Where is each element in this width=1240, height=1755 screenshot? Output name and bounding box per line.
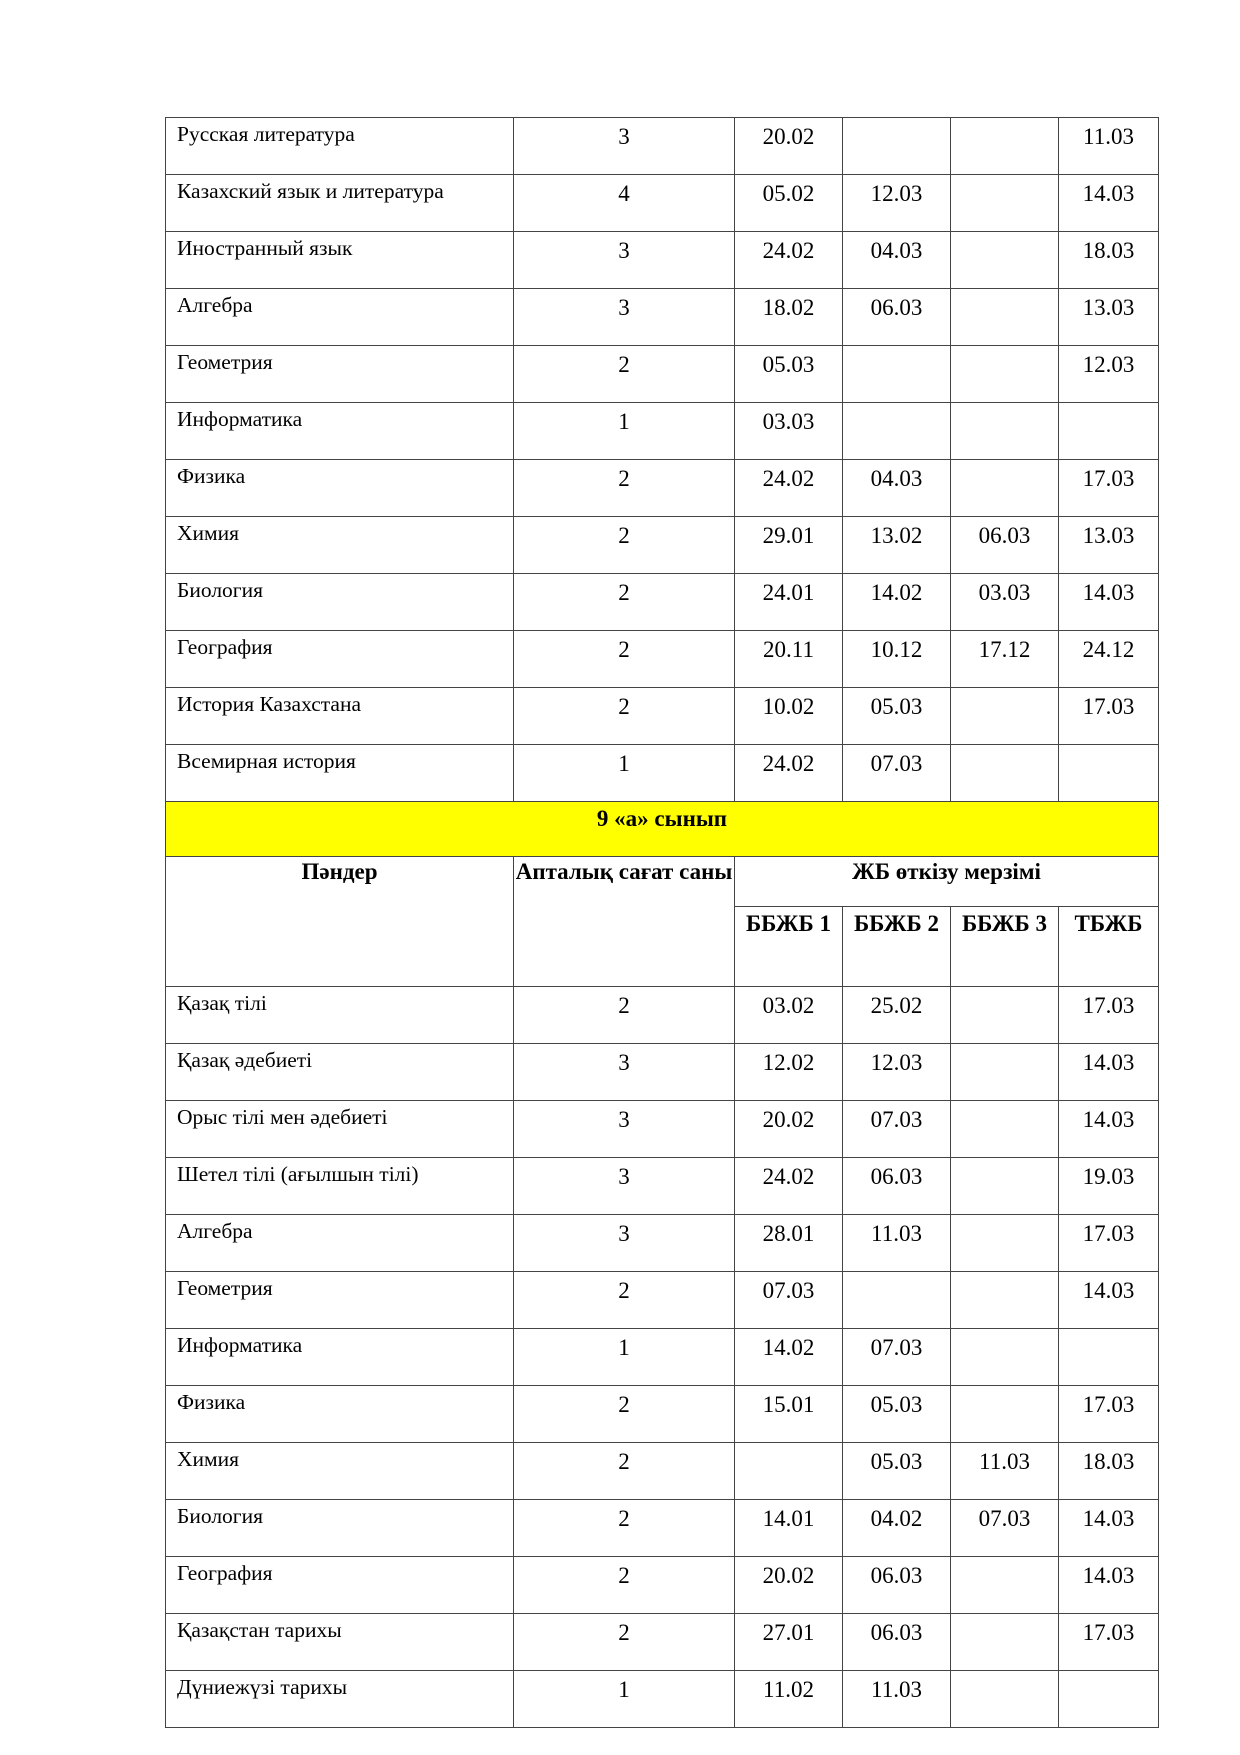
date-bbzhb3-cell: 06.03 — [951, 517, 1059, 574]
hours-cell: 2 — [514, 1557, 735, 1614]
date-bbzhb1-cell: 24.02 — [735, 745, 843, 802]
schedule-table — [165, 117, 1159, 1728]
date-tbzhb-cell: 14.03 — [1059, 1272, 1159, 1329]
date-bbzhb3-cell: 03.03 — [951, 574, 1059, 631]
class-title: 9 «а» сынып — [166, 802, 1159, 857]
date-bbzhb3-cell — [951, 460, 1059, 517]
table-row — [166, 1101, 1159, 1158]
table-row — [166, 1500, 1159, 1557]
hours-cell: 3 — [514, 1101, 735, 1158]
date-bbzhb3-cell: 07.03 — [951, 1500, 1059, 1557]
date-tbzhb-cell: 12.03 — [1059, 346, 1159, 403]
date-tbzhb-cell: 17.03 — [1059, 1215, 1159, 1272]
date-bbzhb1-cell: 27.01 — [735, 1614, 843, 1671]
date-bbzhb1-cell: 20.02 — [735, 118, 843, 175]
hours-cell: 1 — [514, 403, 735, 460]
date-bbzhb2-cell: 11.03 — [843, 1215, 951, 1272]
date-bbzhb1-cell: 20.02 — [735, 1557, 843, 1614]
date-bbzhb2-cell — [843, 1272, 951, 1329]
hours-cell: 4 — [514, 175, 735, 232]
date-tbzhb-cell: 13.03 — [1059, 289, 1159, 346]
date-tbzhb-cell: 14.03 — [1059, 1101, 1159, 1158]
date-bbzhb2-cell: 11.03 — [843, 1671, 951, 1728]
hours-cell: 3 — [514, 118, 735, 175]
date-bbzhb2-cell: 10.12 — [843, 631, 951, 688]
date-bbzhb3-cell — [951, 232, 1059, 289]
subject-cell: Алгебра — [166, 289, 514, 346]
subject-cell: География — [166, 1557, 514, 1614]
hours-cell: 2 — [514, 460, 735, 517]
hours-cell: 2 — [514, 631, 735, 688]
date-bbzhb3-cell: 17.12 — [951, 631, 1059, 688]
date-bbzhb1-cell: 07.03 — [735, 1272, 843, 1329]
subject-cell: Информатика — [166, 1329, 514, 1386]
table-row — [166, 346, 1159, 403]
date-bbzhb2-cell — [843, 403, 951, 460]
hours-cell: 1 — [514, 1671, 735, 1728]
date-bbzhb3-cell — [951, 1101, 1059, 1158]
date-bbzhb2-cell: 04.03 — [843, 460, 951, 517]
date-bbzhb3-cell — [951, 1044, 1059, 1101]
date-bbzhb2-cell: 06.03 — [843, 1158, 951, 1215]
table-row — [166, 517, 1159, 574]
hours-cell: 2 — [514, 1614, 735, 1671]
date-bbzhb2-cell: 12.03 — [843, 175, 951, 232]
hours-cell: 2 — [514, 1500, 735, 1557]
date-bbzhb3-cell — [951, 1215, 1059, 1272]
subject-cell: Қазақ әдебиеті — [166, 1044, 514, 1101]
subject-cell: Иностранный язык — [166, 232, 514, 289]
class-9a-body — [166, 987, 1159, 1728]
hours-cell: 2 — [514, 574, 735, 631]
date-bbzhb2-cell: 05.03 — [843, 1443, 951, 1500]
header-hours: Апталық сағат саны — [514, 857, 735, 987]
hours-cell: 2 — [514, 1272, 735, 1329]
hours-cell: 1 — [514, 745, 735, 802]
header-bbzhb3: ББЖБ 3 — [951, 907, 1059, 987]
hours-cell: 3 — [514, 232, 735, 289]
date-tbzhb-cell: 17.03 — [1059, 1386, 1159, 1443]
table-row — [166, 1386, 1159, 1443]
table-row — [166, 403, 1159, 460]
subject-cell: Физика — [166, 1386, 514, 1443]
date-tbzhb-cell — [1059, 745, 1159, 802]
table-row — [166, 1215, 1159, 1272]
date-bbzhb3-cell — [951, 289, 1059, 346]
date-bbzhb1-cell: 29.01 — [735, 517, 843, 574]
hours-cell: 2 — [514, 1386, 735, 1443]
table-row — [166, 1272, 1159, 1329]
header-tbzhb: ТБЖБ — [1059, 907, 1159, 987]
hours-cell: 3 — [514, 1044, 735, 1101]
hours-cell: 3 — [514, 289, 735, 346]
date-bbzhb3-cell — [951, 1329, 1059, 1386]
date-tbzhb-cell: 17.03 — [1059, 460, 1159, 517]
date-bbzhb2-cell: 25.02 — [843, 987, 951, 1044]
date-bbzhb1-cell: 24.01 — [735, 574, 843, 631]
table-row — [166, 232, 1159, 289]
hours-cell: 2 — [514, 688, 735, 745]
date-tbzhb-cell — [1059, 1329, 1159, 1386]
table-row — [166, 688, 1159, 745]
subject-cell: Информатика — [166, 403, 514, 460]
date-bbzhb2-cell: 07.03 — [843, 1101, 951, 1158]
table-row — [166, 118, 1159, 175]
date-bbzhb1-cell: 18.02 — [735, 289, 843, 346]
hours-cell: 2 — [514, 346, 735, 403]
date-bbzhb2-cell — [843, 346, 951, 403]
date-bbzhb3-cell — [951, 745, 1059, 802]
date-bbzhb1-cell: 05.02 — [735, 175, 843, 232]
subject-cell: Физика — [166, 460, 514, 517]
hours-cell: 2 — [514, 987, 735, 1044]
table-row — [166, 289, 1159, 346]
header-bbzhb1: ББЖБ 1 — [735, 907, 843, 987]
date-tbzhb-cell — [1059, 403, 1159, 460]
date-tbzhb-cell: 24.12 — [1059, 631, 1159, 688]
date-bbzhb3-cell — [951, 1614, 1059, 1671]
date-bbzhb1-cell: 20.11 — [735, 631, 843, 688]
subject-cell: Биология — [166, 1500, 514, 1557]
date-bbzhb2-cell: 05.03 — [843, 1386, 951, 1443]
date-tbzhb-cell: 14.03 — [1059, 1500, 1159, 1557]
date-bbzhb3-cell — [951, 346, 1059, 403]
table-row — [166, 574, 1159, 631]
date-bbzhb2-cell — [843, 118, 951, 175]
date-bbzhb2-cell: 06.03 — [843, 1557, 951, 1614]
date-bbzhb1-cell: 24.02 — [735, 232, 843, 289]
subject-cell: Геометрия — [166, 1272, 514, 1329]
date-tbzhb-cell: 13.03 — [1059, 517, 1159, 574]
table-row — [166, 1614, 1159, 1671]
subject-cell: Всемирная история — [166, 745, 514, 802]
hours-cell: 1 — [514, 1329, 735, 1386]
subject-cell: Биология — [166, 574, 514, 631]
date-tbzhb-cell: 14.03 — [1059, 1044, 1159, 1101]
date-bbzhb3-cell — [951, 1272, 1059, 1329]
date-bbzhb3-cell — [951, 403, 1059, 460]
hours-cell: 2 — [514, 517, 735, 574]
table-row — [166, 1044, 1159, 1101]
subject-cell: Казахский язык и литература — [166, 175, 514, 232]
date-bbzhb1-cell: 28.01 — [735, 1215, 843, 1272]
date-bbzhb1-cell: 24.02 — [735, 1158, 843, 1215]
date-bbzhb1-cell: 12.02 — [735, 1044, 843, 1101]
date-bbzhb2-cell: 06.03 — [843, 289, 951, 346]
subject-cell: Химия — [166, 517, 514, 574]
date-bbzhb3-cell — [951, 1671, 1059, 1728]
subject-cell: Қазақстан тарихы — [166, 1614, 514, 1671]
date-bbzhb2-cell: 12.03 — [843, 1044, 951, 1101]
date-bbzhb1-cell: 24.02 — [735, 460, 843, 517]
date-tbzhb-cell: 11.03 — [1059, 118, 1159, 175]
date-bbzhb3-cell — [951, 118, 1059, 175]
date-bbzhb3-cell — [951, 987, 1059, 1044]
subject-cell: Қазақ тілі — [166, 987, 514, 1044]
class-9a-section — [166, 802, 1159, 987]
date-bbzhb2-cell: 06.03 — [843, 1614, 951, 1671]
date-tbzhb-cell: 17.03 — [1059, 688, 1159, 745]
subject-cell: Химия — [166, 1443, 514, 1500]
hours-cell: 3 — [514, 1215, 735, 1272]
date-bbzhb3-cell — [951, 175, 1059, 232]
date-tbzhb-cell: 17.03 — [1059, 987, 1159, 1044]
date-tbzhb-cell: 17.03 — [1059, 1614, 1159, 1671]
subject-cell: География — [166, 631, 514, 688]
subject-cell: Геометрия — [166, 346, 514, 403]
date-bbzhb2-cell: 07.03 — [843, 745, 951, 802]
table-row — [166, 745, 1159, 802]
date-tbzhb-cell: 14.03 — [1059, 1557, 1159, 1614]
date-bbzhb2-cell: 07.03 — [843, 1329, 951, 1386]
date-bbzhb1-cell: 20.02 — [735, 1101, 843, 1158]
header-row — [166, 857, 1159, 907]
header-deadline: ЖБ өткізу мерзімі — [735, 857, 1159, 907]
date-bbzhb1-cell: 03.03 — [735, 403, 843, 460]
date-bbzhb3-cell — [951, 1386, 1059, 1443]
date-bbzhb3-cell — [951, 688, 1059, 745]
date-tbzhb-cell: 14.03 — [1059, 574, 1159, 631]
hours-cell: 2 — [514, 1443, 735, 1500]
date-tbzhb-cell: 18.03 — [1059, 1443, 1159, 1500]
table-row — [166, 987, 1159, 1044]
table-row — [166, 1671, 1159, 1728]
date-bbzhb1-cell — [735, 1443, 843, 1500]
date-bbzhb3-cell: 11.03 — [951, 1443, 1059, 1500]
date-bbzhb1-cell: 03.02 — [735, 987, 843, 1044]
subject-cell: Шетел тілі (ағылшын тілі) — [166, 1158, 514, 1215]
table-row — [166, 1557, 1159, 1614]
date-tbzhb-cell: 19.03 — [1059, 1158, 1159, 1215]
table-row — [166, 1158, 1159, 1215]
date-tbzhb-cell: 14.03 — [1059, 175, 1159, 232]
table-row — [166, 1443, 1159, 1500]
class-title-row — [166, 802, 1159, 857]
subject-cell: Русская литература — [166, 118, 514, 175]
hours-cell: 3 — [514, 1158, 735, 1215]
date-bbzhb1-cell: 15.01 — [735, 1386, 843, 1443]
subject-cell: Орыс тілі мен әдебиеті — [166, 1101, 514, 1158]
date-bbzhb2-cell: 04.03 — [843, 232, 951, 289]
date-bbzhb2-cell: 05.03 — [843, 688, 951, 745]
date-tbzhb-cell — [1059, 1671, 1159, 1728]
table-row — [166, 631, 1159, 688]
date-tbzhb-cell: 18.03 — [1059, 232, 1159, 289]
header-bbzhb2: ББЖБ 2 — [843, 907, 951, 987]
subject-cell: Дүниежүзі тарихы — [166, 1671, 514, 1728]
date-bbzhb1-cell: 14.01 — [735, 1500, 843, 1557]
date-bbzhb1-cell: 10.02 — [735, 688, 843, 745]
top-section-body — [166, 118, 1159, 802]
subject-cell: Алгебра — [166, 1215, 514, 1272]
table-row — [166, 1329, 1159, 1386]
date-bbzhb2-cell: 04.02 — [843, 1500, 951, 1557]
date-bbzhb1-cell: 11.02 — [735, 1671, 843, 1728]
date-bbzhb1-cell: 05.03 — [735, 346, 843, 403]
date-bbzhb2-cell: 13.02 — [843, 517, 951, 574]
date-bbzhb2-cell: 14.02 — [843, 574, 951, 631]
table-row — [166, 175, 1159, 232]
date-bbzhb3-cell — [951, 1158, 1059, 1215]
header-subjects: Пәндер — [166, 857, 514, 987]
subject-cell: История Казахстана — [166, 688, 514, 745]
table-row — [166, 460, 1159, 517]
date-bbzhb3-cell — [951, 1557, 1059, 1614]
date-bbzhb1-cell: 14.02 — [735, 1329, 843, 1386]
